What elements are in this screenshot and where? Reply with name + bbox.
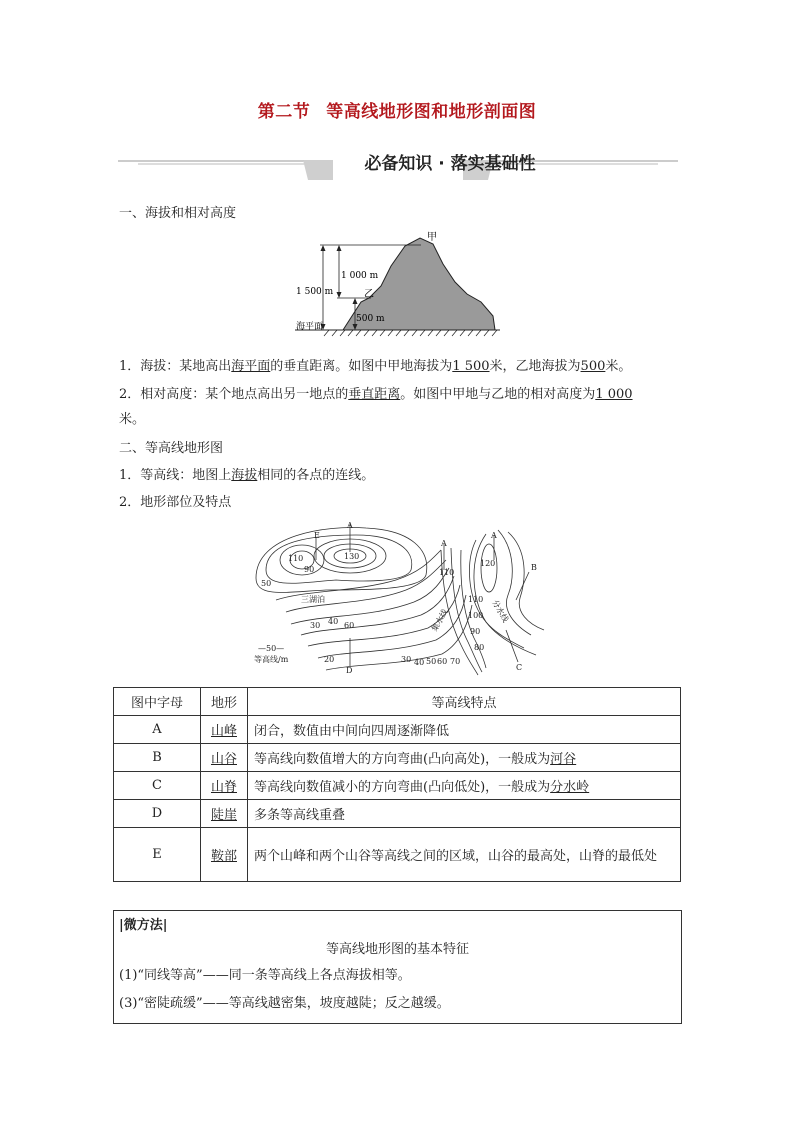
cell-letter: B bbox=[114, 744, 201, 772]
peak-label: 甲 bbox=[427, 232, 437, 243]
table-row bbox=[114, 772, 681, 800]
ridge-line-label: 分水线 bbox=[490, 598, 511, 624]
height-500: 500 m bbox=[356, 314, 385, 324]
valley-line-label: 集水线 bbox=[429, 607, 450, 633]
cell-feature: 多条等高线重叠 bbox=[248, 800, 681, 828]
contour-60: 60 bbox=[344, 621, 355, 630]
cell-terrain: 山脊 bbox=[201, 772, 248, 800]
method-tag: |微方法| bbox=[119, 918, 168, 933]
sea-level-label: 海平面 bbox=[296, 322, 324, 332]
banner-title: 必备知识 · 落实基础性 bbox=[364, 154, 536, 174]
map-label-e: E bbox=[314, 531, 320, 540]
terrain-features-heading: 2．地形部位及特点 bbox=[119, 495, 232, 510]
contour-80: 80 bbox=[474, 643, 485, 652]
contour-50: 50 bbox=[261, 579, 272, 588]
contour-120: 120 bbox=[480, 559, 496, 568]
contour-40: 40 bbox=[328, 617, 339, 626]
altitude-diagram bbox=[295, 230, 500, 340]
contour-70: 70 bbox=[450, 657, 461, 666]
contour-20: 20 bbox=[324, 655, 335, 664]
relative-height-definition: 2．相对高度：某个地点高出另一地点的垂直距离。如图中甲地与乙地的相对高度为1 000 bbox=[119, 387, 633, 402]
map-label-d: D bbox=[346, 666, 353, 675]
cell-letter: E bbox=[114, 828, 201, 882]
cell-terrain: 鞍部 bbox=[201, 828, 248, 882]
lake-label: 三湖泊 bbox=[301, 595, 325, 604]
contour-30: 30 bbox=[310, 621, 321, 630]
contour-map bbox=[246, 520, 551, 680]
cell-letter: C bbox=[114, 772, 201, 800]
contour-60b: 60 bbox=[437, 657, 448, 666]
cell-feature: 两个山峰和两个山谷等高线之间的区域，山谷的最高处，山脊的最低处 bbox=[248, 828, 681, 882]
map-label-a1: A bbox=[347, 521, 353, 530]
map-label-c: C bbox=[516, 663, 523, 672]
contour-40b: 40 bbox=[414, 658, 425, 667]
point-label: 乙 bbox=[364, 289, 374, 300]
terrain-table bbox=[113, 687, 681, 882]
section-number: 第二节 bbox=[257, 102, 311, 122]
header-letter: 图中字母 bbox=[114, 688, 201, 716]
table-header-row bbox=[114, 688, 681, 716]
contour-110c: 110 bbox=[468, 595, 484, 604]
contour-definition: 1．等高线：地图上海拔相同的各点的连线。 bbox=[119, 468, 375, 483]
altitude-definition: 1．海拔：某地高出海平面的垂直距离。如图中甲地海拔为1 500米，乙地海拔为500米。 bbox=[119, 359, 632, 374]
contour-130: 130 bbox=[344, 552, 360, 561]
contour-100: 100 bbox=[468, 611, 484, 620]
legend-value: —50— bbox=[258, 644, 285, 653]
cell-terrain: 山峰 bbox=[201, 716, 248, 744]
legend-text: 等高线/m bbox=[254, 655, 289, 664]
cell-letter: A bbox=[114, 716, 201, 744]
cell-feature: 等高线向数值增大的方向弯曲(凸向高处)，一般成为河谷 bbox=[248, 744, 681, 772]
section-name: 等高线地形图和地形剖面图 bbox=[326, 102, 537, 122]
table-row bbox=[114, 800, 681, 828]
contour-90b: 90 bbox=[470, 627, 481, 636]
part1-heading: 一、海拔和相对高度 bbox=[119, 206, 237, 221]
table-row bbox=[114, 828, 681, 882]
map-label-a3: A bbox=[491, 531, 497, 540]
header-terrain: 地形 bbox=[201, 688, 248, 716]
contour-110a: 110 bbox=[288, 554, 304, 563]
table-row bbox=[114, 716, 681, 744]
method-line-1: (1)“同线等高”——同一条等高线上各点海拔相等。 bbox=[119, 968, 411, 983]
height-1500: 1 500 m bbox=[296, 287, 334, 297]
cell-letter: D bbox=[114, 800, 201, 828]
contour-110b: 110 bbox=[439, 568, 455, 577]
contour-90: 90 bbox=[304, 565, 315, 574]
map-label-b: B bbox=[531, 563, 537, 572]
cell-terrain: 陡崖 bbox=[201, 800, 248, 828]
cell-feature: 等高线向数值减小的方向弯曲(凸向低处)，一般成为分水岭 bbox=[248, 772, 681, 800]
relative-height-unit: 米。 bbox=[119, 412, 146, 427]
cell-terrain: 山谷 bbox=[201, 744, 248, 772]
method-title: 等高线地形图的基本特征 bbox=[325, 942, 469, 957]
map-label-a2: A bbox=[441, 539, 447, 548]
table-row bbox=[114, 744, 681, 772]
page-title bbox=[0, 97, 794, 122]
height-1000: 1 000 m bbox=[341, 271, 379, 281]
part2-heading: 二、等高线地形图 bbox=[119, 441, 224, 456]
contour-30b: 30 bbox=[401, 655, 412, 664]
contour-50b: 50 bbox=[426, 657, 437, 666]
cell-feature: 闭合，数值由中间向四周逐渐降低 bbox=[248, 716, 681, 744]
header-feature: 等高线特点 bbox=[248, 688, 681, 716]
method-line-2: (3)“密陡疏缓”——等高线越密集，坡度越陡；反之越缓。 bbox=[119, 996, 450, 1011]
